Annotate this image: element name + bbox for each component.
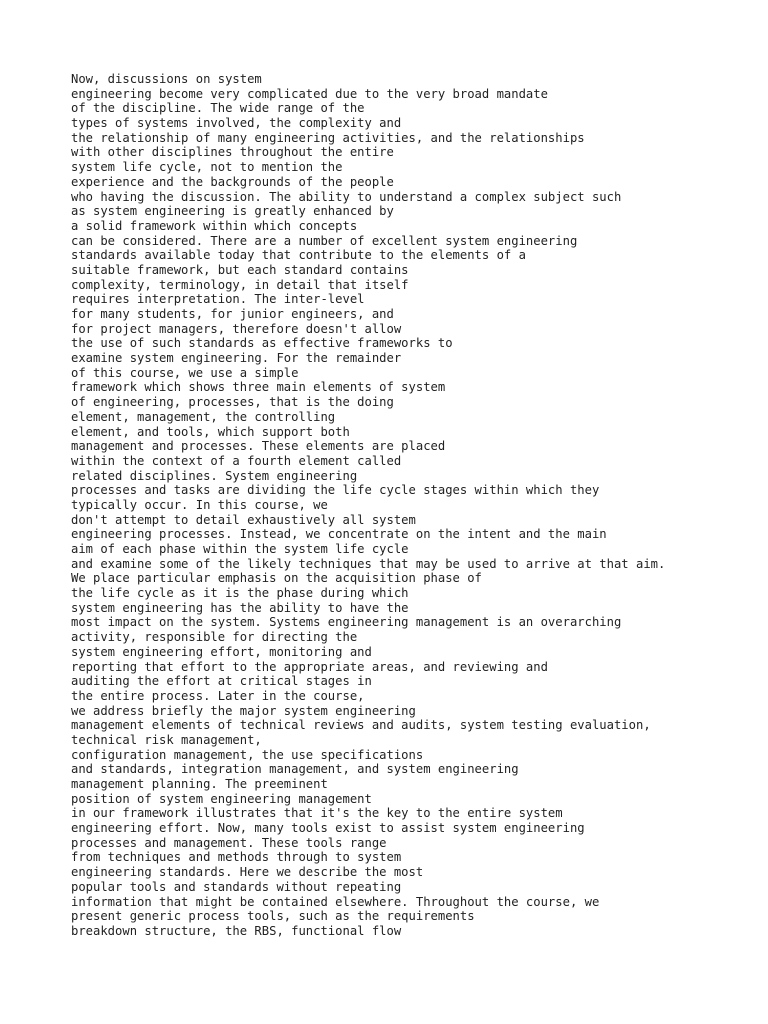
transcript-line: breakdown structure, the RBS, functional flow bbox=[71, 923, 402, 938]
transcript-line: related disciplines. System engineering bbox=[71, 468, 358, 483]
transcript-line: management and processes. These elements are placed bbox=[71, 439, 446, 454]
transcript-line: activity, responsible for directing the bbox=[71, 630, 358, 645]
transcript-line: configuration management, the use specifications bbox=[71, 747, 424, 762]
transcript-line: information that might be contained elsewhere. Throughout the course, we bbox=[71, 894, 600, 909]
transcript-line: framework which shows three main elements of system bbox=[71, 380, 446, 395]
transcript-line: management elements of technical reviews and audits, system testing evaluation, bbox=[71, 718, 651, 733]
transcript-line: the entire process. Later in the course, bbox=[71, 688, 365, 703]
transcript-line: within the context of a fourth element called bbox=[71, 453, 402, 468]
transcript-line: from techniques and methods through to system bbox=[71, 850, 402, 865]
transcript-line: engineering become very complicated due to the very broad mandate bbox=[71, 86, 548, 101]
transcript-line: of engineering, processes, that is the doing bbox=[71, 395, 394, 410]
transcript-line: most impact on the system. Systems engineering management is an overarching bbox=[71, 615, 622, 630]
transcript-line: element, management, the controlling bbox=[71, 409, 336, 424]
transcript-line: technical risk management, bbox=[71, 732, 262, 747]
transcript-line: examine system engineering. For the remainder bbox=[71, 351, 402, 366]
transcript-line: types of systems involved, the complexity and bbox=[71, 116, 402, 131]
transcript-line: management planning. The preeminent bbox=[71, 777, 328, 791]
transcript-line: can be considered. There are a number of excellent system engineering bbox=[71, 233, 578, 248]
transcript-line: and examine some of the likely techniques that may be used to arrive at that aim. bbox=[71, 556, 666, 571]
transcript-line: requires interpretation. The inter-level bbox=[71, 292, 365, 307]
transcript-line: the life cycle as it is the phase during which bbox=[71, 586, 409, 601]
transcript-line: standards available today that contribute to the elements of a bbox=[71, 248, 526, 263]
transcript-line: the use of such standards as effective frameworks to bbox=[71, 336, 453, 351]
transcript-line: popular tools and standards without repeating bbox=[71, 879, 402, 894]
transcript-line: in our framework illustrates that it's the key to the entire system bbox=[71, 806, 563, 821]
transcript-line: We place particular emphasis on the acquisition phase of bbox=[71, 571, 482, 586]
transcript-line: and standards, integration management, and system engineering bbox=[71, 762, 519, 777]
transcript-line: who having the discussion. The ability to understand a complex subject such bbox=[71, 189, 622, 204]
transcript-line: position of system engineering management bbox=[71, 791, 372, 806]
transcript-line: complexity, terminology, in detail that itself bbox=[71, 277, 409, 292]
transcript-line: with other disciplines throughout the entire bbox=[71, 145, 394, 160]
transcript-line: processes and management. These tools range bbox=[71, 835, 387, 850]
transcript-line: typically occur. In this course, we bbox=[71, 497, 328, 512]
transcript-line: suitable framework, but each standard contains bbox=[71, 262, 409, 277]
transcript-line: for many students, for junior engineers, and bbox=[71, 307, 394, 321]
transcript-line: engineering effort. Now, many tools exist to assist system engineering bbox=[71, 821, 585, 836]
transcript-line: don't attempt to detail exhaustively all system bbox=[71, 512, 416, 527]
transcript-line: system engineering effort, monitoring and bbox=[71, 644, 372, 659]
transcript-line: engineering processes. Instead, we concentrate on the intent and the main bbox=[71, 527, 607, 542]
transcript-body bbox=[71, 72, 751, 939]
transcript-line: engineering standards. Here we describe the most bbox=[71, 865, 424, 880]
transcript-line: we address briefly the major system engineering bbox=[71, 703, 416, 718]
transcript-line: as system engineering is greatly enhanced by bbox=[71, 204, 394, 219]
transcript-line: reporting that effort to the appropriate areas, and reviewing and bbox=[71, 659, 548, 674]
transcript-line: the relationship of many engineering activities, and the relationships bbox=[71, 130, 585, 145]
transcript-line: system life cycle, not to mention the bbox=[71, 160, 343, 175]
transcript-line: experience and the backgrounds of the people bbox=[71, 174, 394, 189]
transcript-line: auditing the effort at critical stages in bbox=[71, 674, 372, 689]
transcript-line: Now, discussions on system bbox=[71, 72, 262, 86]
transcript-line: of this course, we use a simple bbox=[71, 365, 299, 380]
transcript-line: a solid framework within which concepts bbox=[71, 218, 358, 233]
transcript-line: aim of each phase within the system life cycle bbox=[71, 542, 409, 556]
transcript-line: system engineering has the ability to have the bbox=[71, 600, 409, 615]
transcript-line: of the discipline. The wide range of the bbox=[71, 101, 365, 116]
transcript-line: processes and tasks are dividing the life cycle stages within which they bbox=[71, 483, 600, 498]
transcript-line: element, and tools, which support both bbox=[71, 424, 350, 439]
transcript-line: for project managers, therefore doesn't allow bbox=[71, 321, 402, 336]
transcript-line: present generic process tools, such as the requirements bbox=[71, 909, 475, 924]
